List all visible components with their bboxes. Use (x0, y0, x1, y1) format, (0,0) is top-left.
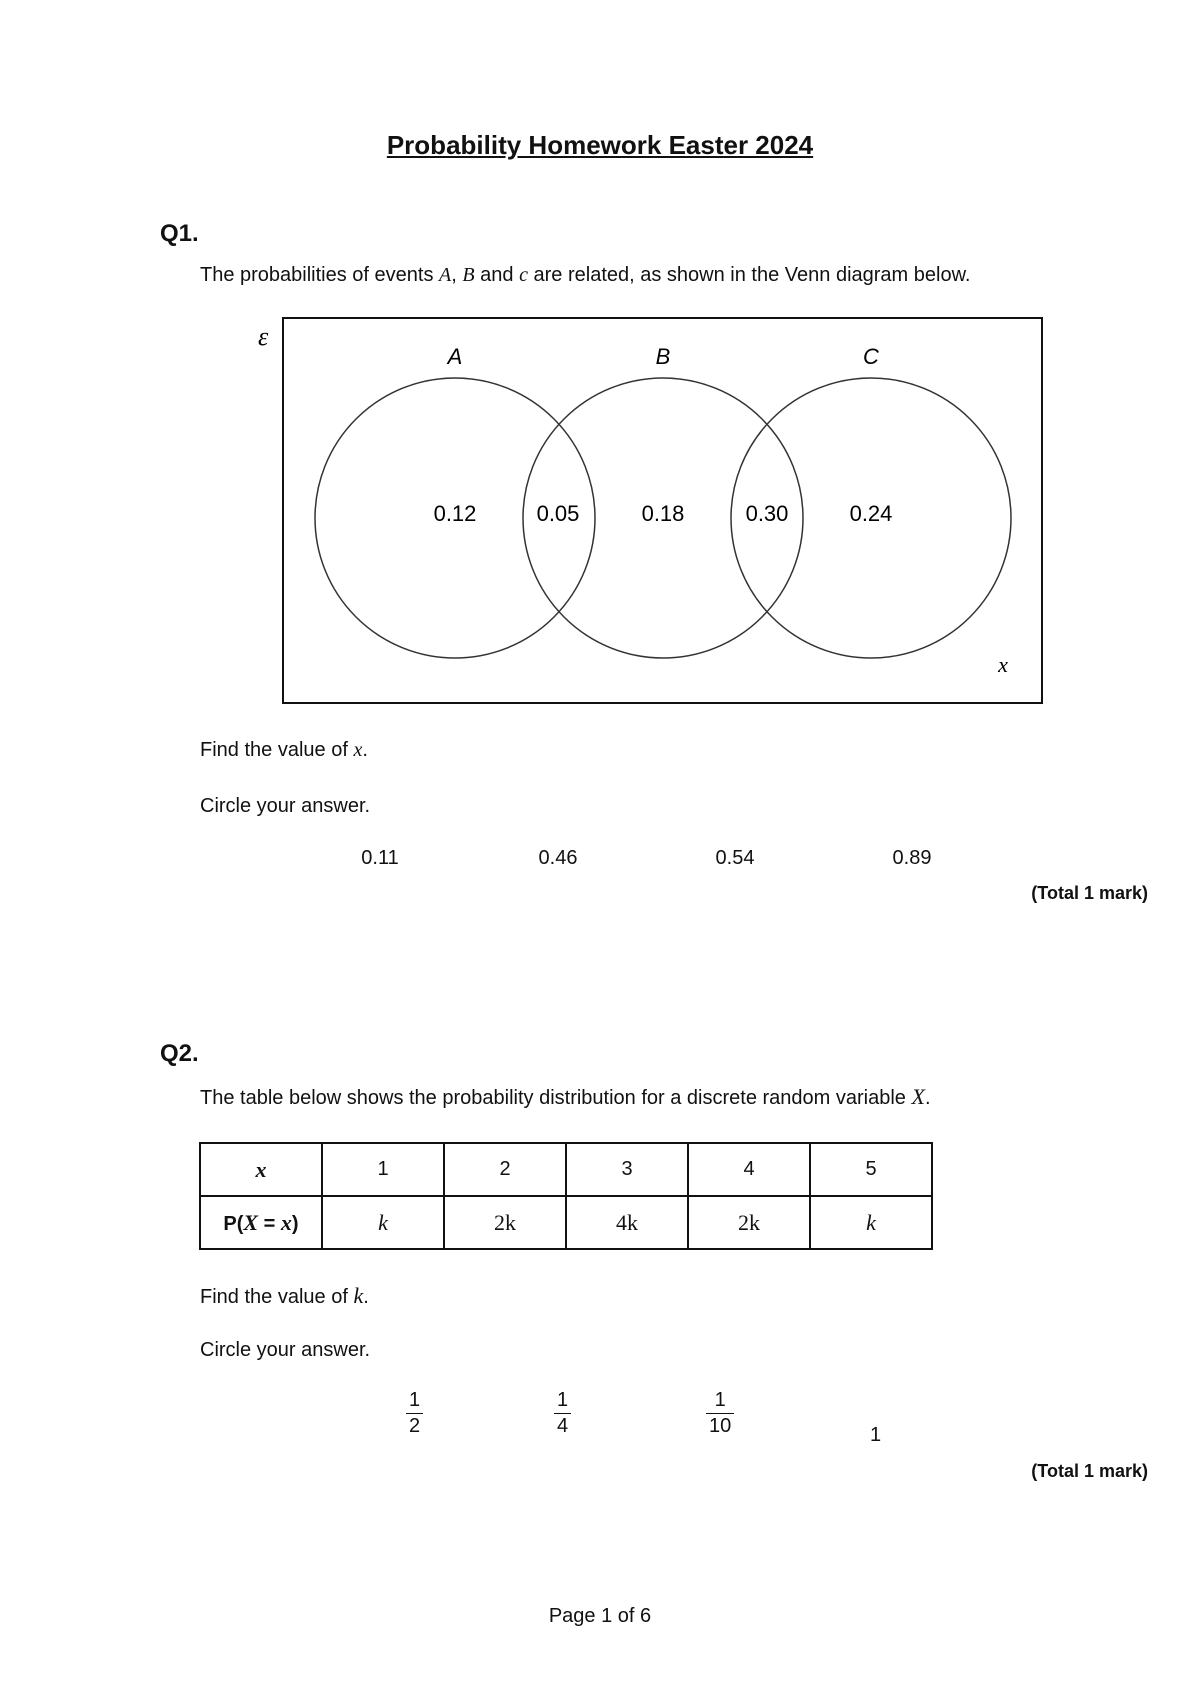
header-text: ) (291, 1212, 299, 1235)
q1-option-2[interactable]: 0.46 (538, 847, 578, 869)
denominator: 4 (557, 1415, 569, 1437)
table-cell: 1 (322, 1143, 444, 1196)
intro-text: The probabilities of events (200, 264, 440, 286)
intro-text: The table below shows the probability distribution for a discrete random variable (200, 1087, 912, 1109)
denominator: 2 (409, 1415, 421, 1437)
page-number: Page 1 of 6 (548, 1605, 652, 1627)
region-a-and-b: 0.05 (536, 501, 580, 526)
header-text: P( (223, 1212, 244, 1235)
q1-option-3[interactable]: 0.54 (715, 847, 755, 869)
table-row (200, 1143, 932, 1196)
venn-diagram (0, 0, 1200, 720)
set-label-a: A (447, 344, 463, 369)
region-a-only: 0.12 (433, 501, 477, 526)
table-header-x (200, 1143, 322, 1196)
question-1-find (200, 739, 368, 762)
find-text: . (363, 1286, 369, 1308)
table-cell: 3 (566, 1143, 688, 1196)
event-b: B (462, 264, 475, 286)
table-cell: 2 (444, 1143, 566, 1196)
table-cell (566, 1196, 688, 1249)
find-text: . (362, 739, 368, 761)
event-a: A (439, 264, 452, 286)
question-2-find (200, 1283, 369, 1309)
q2-option-2[interactable] (554, 1390, 571, 1437)
q1-option-1[interactable]: 0.11 (361, 847, 399, 869)
variable-k: k (353, 1283, 364, 1308)
cell-value: 2k (738, 1209, 760, 1235)
numerator: 1 (409, 1389, 421, 1411)
variable-X: X (911, 1084, 925, 1109)
probability-table (199, 1142, 933, 1250)
header-var: x (280, 1209, 292, 1235)
intro-text: are related, as shown in the Venn diagram below. (527, 264, 971, 286)
q1-option-4[interactable]: 0.89 (892, 847, 932, 869)
region-c-only: 0.24 (849, 501, 893, 526)
find-text: Find the value of (200, 1286, 354, 1308)
event-c: c (519, 264, 528, 286)
q2-total-mark: (Total 1 mark) (1031, 1461, 1148, 1481)
header-x-text: x (255, 1156, 267, 1182)
cell-value: 2k (494, 1209, 516, 1235)
question-2-label: Q2. (160, 1040, 199, 1067)
variable-x: x (353, 739, 363, 761)
denominator: 10 (709, 1415, 732, 1437)
table-row (200, 1196, 932, 1249)
header-text: = (258, 1212, 281, 1235)
header-var: X (243, 1209, 259, 1235)
cell-value: k (378, 1209, 388, 1235)
q2-option-1[interactable] (406, 1390, 423, 1437)
page-title: Probability Homework Easter 2024 (386, 130, 814, 160)
region-b-only: 0.18 (641, 501, 685, 526)
q2-option-4[interactable]: 1 (870, 1424, 882, 1446)
table-header-probability (200, 1196, 322, 1249)
numerator: 1 (714, 1389, 726, 1411)
question-1-instruction: Circle your answer. (200, 795, 371, 817)
table-cell: 4 (688, 1143, 810, 1196)
question-2-intro (200, 1084, 931, 1110)
table-cell (322, 1196, 444, 1249)
cell-value: 4k (616, 1209, 638, 1235)
outside-region-x: x (998, 652, 1008, 677)
question-1-label: Q1. (160, 220, 199, 247)
intro-text: . (924, 1087, 931, 1109)
q1-total-mark: (Total 1 mark) (1031, 883, 1148, 903)
cell-value: k (866, 1209, 876, 1235)
numerator: 1 (557, 1389, 569, 1411)
q2-option-3[interactable] (706, 1390, 734, 1437)
region-b-and-c: 0.30 (745, 501, 789, 526)
set-label-b: B (655, 344, 671, 369)
question-2-instruction: Circle your answer. (200, 1339, 371, 1361)
universe-symbol: ε (258, 322, 269, 351)
set-label-c: C (863, 344, 879, 369)
intro-text: and (474, 264, 520, 286)
find-text: Find the value of (200, 739, 354, 761)
table-cell (444, 1196, 566, 1249)
table-cell (810, 1196, 932, 1249)
table-cell (688, 1196, 810, 1249)
intro-text: , (451, 264, 463, 286)
table-cell: 5 (810, 1143, 932, 1196)
